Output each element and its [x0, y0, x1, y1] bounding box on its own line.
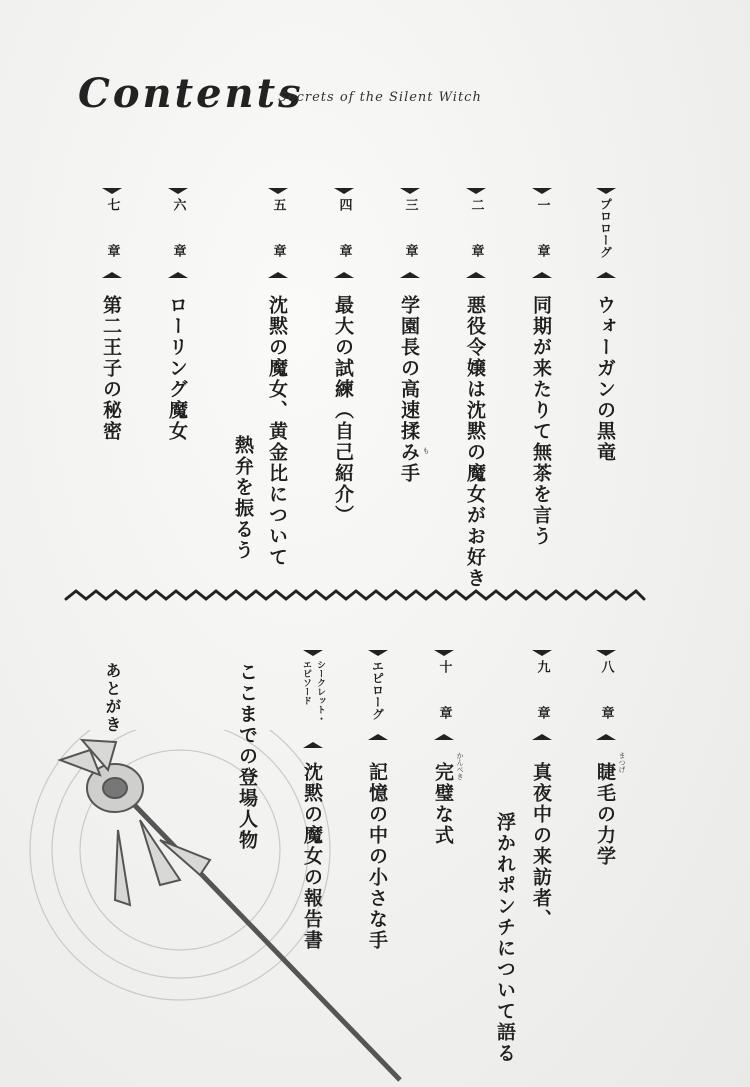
chapter-label-box: [590, 660, 622, 730]
ornamental-divider: [62, 585, 647, 605]
chapter-label-box: [428, 660, 460, 730]
bracket-top-icon: [400, 188, 420, 194]
chapter-label-box: [590, 198, 622, 268]
ruby-text: かんぺき: [456, 752, 464, 780]
chapter-label: 八 章: [598, 660, 614, 729]
chapter-label-box: [526, 198, 558, 268]
chapter-label: 五 章: [270, 198, 286, 267]
chapter-label: 十 章: [436, 660, 452, 729]
chapter-title-line-1: 真夜中の来訪者、: [530, 762, 552, 930]
bracket-top-icon: [368, 650, 388, 656]
chapter-label-line-2: エピソード: [301, 660, 311, 705]
toc-entry-afterword[interactable]: [96, 662, 128, 782]
bracket-top-icon: [596, 650, 616, 656]
chapter-title: 沈黙の魔女の報告書: [301, 762, 323, 951]
chapter-label-box: [262, 198, 294, 268]
bracket-bottom-icon: [168, 272, 188, 278]
chapter-label-box: [162, 198, 194, 268]
bracket-bottom-icon: [466, 272, 486, 278]
chapter-title: ここまでの登場人物: [236, 662, 258, 851]
chapter-title: ローリング魔女: [166, 295, 188, 442]
chapter-title-line-2: 熱弁を振るう: [232, 435, 254, 561]
bracket-bottom-icon: [102, 272, 122, 278]
toc-entry-chapter-6[interactable]: [162, 190, 194, 590]
bracket-bottom-icon: [596, 272, 616, 278]
chapter-label: 一 章: [534, 198, 550, 267]
toc-entry-secret-episode[interactable]: [295, 652, 331, 1072]
toc-entry-chapter-7[interactable]: [96, 190, 128, 590]
bracket-bottom-icon: [400, 272, 420, 278]
toc-entry-chapter-9[interactable]: [490, 652, 562, 1072]
bracket-bottom-icon: [532, 734, 552, 740]
bracket-bottom-icon: [303, 742, 323, 748]
chapter-title: 記憶の中の小さな手: [366, 762, 388, 951]
toc-entry-chapter-4[interactable]: [328, 190, 360, 590]
chapter-label-box: [328, 198, 360, 268]
bracket-top-icon: [168, 188, 188, 194]
bracket-top-icon: [466, 188, 486, 194]
toc-entry-chapter-10[interactable]: [428, 652, 468, 1072]
toc-entry-characters[interactable]: [232, 662, 264, 962]
chapter-title: 第二王子の秘密: [100, 295, 122, 442]
chapter-label-box: [526, 660, 558, 730]
chapter-title-line-1: 沈黙の魔女、黄金比について: [266, 295, 288, 568]
chapter-label-line-1: シークレット・: [315, 660, 325, 723]
chapter-label-box: [460, 198, 492, 268]
bracket-top-icon: [334, 188, 354, 194]
page-subtitle: Secrets of the Silent Witch: [278, 90, 482, 105]
chapter-label-box: [362, 660, 394, 730]
chapter-label: 四 章: [336, 198, 352, 267]
chapter-title: 完璧な式: [432, 762, 454, 846]
bracket-top-icon: [102, 188, 122, 194]
bracket-top-icon: [268, 188, 288, 194]
chapter-label-box: [96, 198, 128, 268]
chapter-title: 睫毛の力学: [594, 762, 616, 867]
chapter-label: プロローグ: [598, 198, 613, 258]
bracket-bottom-icon: [434, 734, 454, 740]
chapter-title: あとがき: [103, 662, 122, 734]
bracket-bottom-icon: [596, 734, 616, 740]
chapter-label: 七 章: [104, 198, 120, 267]
bracket-bottom-icon: [368, 734, 388, 740]
chapter-title: 学園長の高速揉み手: [398, 295, 420, 484]
toc-entry-chapter-8[interactable]: [590, 652, 630, 1072]
bracket-top-icon: [303, 650, 323, 656]
chapter-label: 二 章: [468, 198, 484, 267]
toc-entry-epilogue[interactable]: [362, 652, 394, 1072]
chapter-label-box: [295, 660, 331, 738]
toc-entry-chapter-5[interactable]: [225, 190, 295, 590]
chapter-title: ウォーガンの黒竜: [594, 295, 616, 463]
toc-entry-chapter-1[interactable]: [526, 190, 558, 590]
bracket-top-icon: [434, 650, 454, 656]
ruby-text: も: [422, 447, 430, 454]
chapter-title: 最大の試練（自己紹介）: [332, 295, 354, 526]
ruby-text: まつげ: [618, 752, 626, 773]
bracket-bottom-icon: [532, 272, 552, 278]
chapter-title-line-2: 浮かれポンチについて語る: [494, 812, 516, 1064]
chapter-label: 三 章: [402, 198, 418, 267]
bracket-top-icon: [532, 650, 552, 656]
chapter-label: 九 章: [534, 660, 550, 729]
bracket-bottom-icon: [268, 272, 288, 278]
bracket-top-icon: [532, 188, 552, 194]
bracket-top-icon: [596, 188, 616, 194]
toc-entry-prologue[interactable]: [590, 190, 622, 590]
page-title: Contents: [78, 70, 304, 117]
chapter-label: 六 章: [170, 198, 186, 267]
toc-entry-chapter-3[interactable]: [394, 190, 434, 590]
bracket-bottom-icon: [334, 272, 354, 278]
chapter-label: エピローグ: [370, 660, 385, 720]
chapter-label-box: [394, 198, 426, 268]
chapter-title: 悪役令嬢は沈黙の魔女がお好き: [464, 295, 486, 589]
toc-entry-chapter-2[interactable]: [460, 190, 492, 590]
chapter-title: 同期が来たりて無茶を言う: [530, 295, 552, 547]
